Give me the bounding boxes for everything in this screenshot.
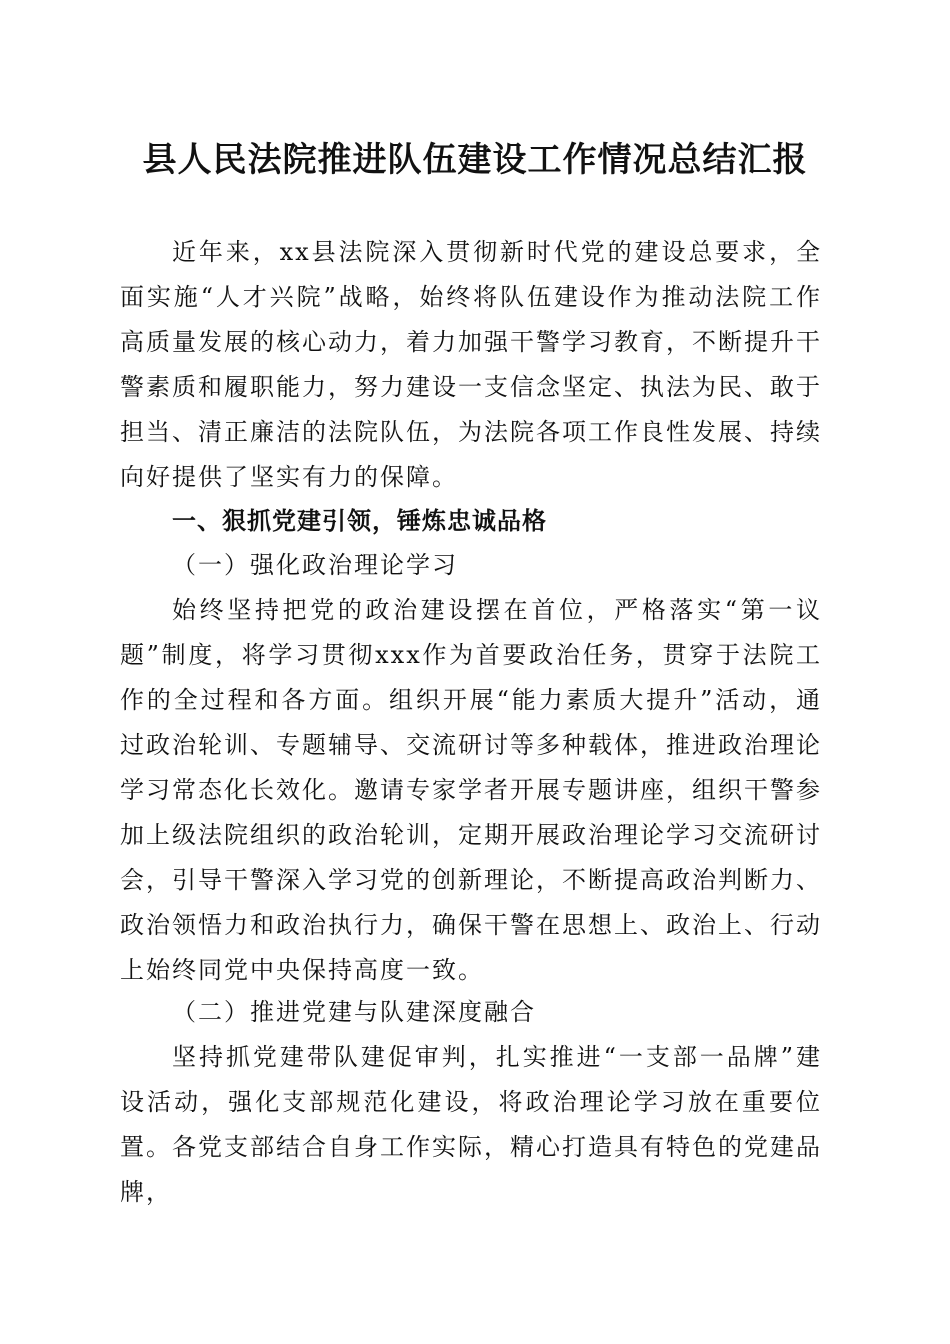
subsection-1-paragraph: 始终坚持把党的政治建设摆在首位，严格落实“第一议题”制度，将学习贯彻xxx作为首要政治任务，贯穿于法院工作的全过程和各方面。组织开展“能力素质大提升”活动，通过政治轮训、专题辅导、交流研讨等多种载体，推进政治理论学习常态化长效化。邀请专家学者开展专题讲座，组织干警参加上级法院组织的政治轮训，定期开展政治理论学习交流研讨会，引导干警深入学习党的创新理论，不断提高政治判断力、政治领悟力和政治执行力，确保干警在思想上、政治上、行动上始终同党中央保持高度一致。 (120, 596, 822, 984)
intro-paragraph: 近年来，xx县法院深入贯彻新时代党的建设总要求，全面实施“人才兴院”战略，始终将队伍建设作为推动法院工作高质量发展的核心动力，着力加强干警学习教育，不断提升干警素质和履职能力，努力建设一支信念坚定、执法为民、敢于担当、清正廉洁的法院队伍，为法院各项工作良性发展、持续向好提供了坚实有力的保障。 (120, 238, 822, 491)
subsection-2-paragraph: 坚持抓党建带队建促审判，扎实推进“一支部一品牌”建设活动，强化支部规范化建设，将政治理论学习放在重要位置。各党支部结合自身工作实际，精心打造具有特色的党建品牌， (120, 1043, 822, 1206)
subsection-1-heading: （一）强化政治理论学习 (172, 551, 458, 579)
document-title: 县人民法院推进队伍建设工作情况总结汇报 (142, 140, 808, 180)
section-1-heading: 一、狠抓党建引领，锤炼忠诚品格 (172, 507, 547, 535)
subsection-2-heading: （二）推进党建与队建深度融合 (172, 998, 536, 1026)
